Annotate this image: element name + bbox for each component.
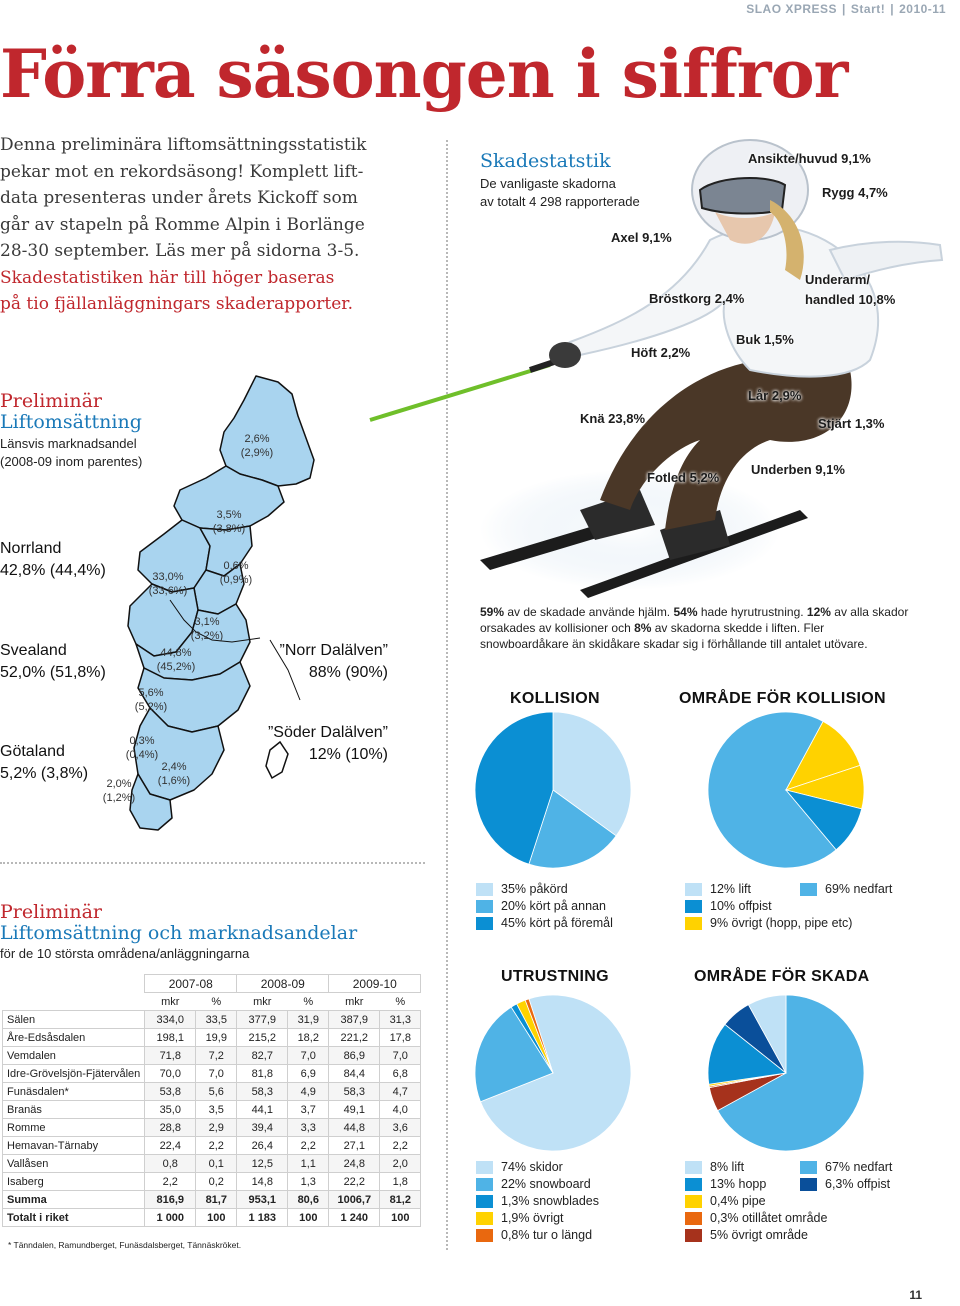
river-norr-dalalven: ”Norr Dalälven” 88% (90%) [279, 642, 388, 681]
unit-header: mkr [161, 995, 180, 1008]
table-cell: 82,7 [237, 1047, 288, 1065]
county-value: 5,6% (5,2%) [134, 687, 168, 713]
table-cell-name: Branäs [3, 1101, 145, 1119]
table-cell: 4,0 [380, 1101, 421, 1119]
table-cell-name: Vemdalen [3, 1047, 145, 1065]
intro-line: pekar mot en rekordsäsong! Komplett lift- [0, 161, 364, 182]
legend-item: 67% nedfart [800, 1160, 892, 1174]
legend-item: 0,4% pipe [685, 1194, 827, 1208]
table-cell: 26,4 [237, 1137, 288, 1155]
legend-item: 9% övrigt (hopp, pipe etc) [685, 916, 852, 930]
table-cell: 1,1 [288, 1155, 329, 1173]
liftmap-title: Liftomsättning [0, 411, 142, 433]
table-cell-name: Åre-Edsåsdalen [3, 1029, 145, 1047]
table-cell: 81,8 [237, 1065, 288, 1083]
unit-header: % [303, 995, 314, 1008]
injury-label: Rygg 4,7% [822, 185, 888, 200]
pie-title-omrade-kollision: OMRÅDE FÖR KOLLISION [679, 690, 886, 707]
table-cell: 27,1 [329, 1137, 380, 1155]
table-cell: 100 [196, 1209, 237, 1227]
legend-item: 6,3% offpist [800, 1177, 892, 1191]
legend-item: 69% nedfart [800, 882, 892, 896]
legend-item: 1,3% snowblades [476, 1194, 599, 1208]
table-cell: 0,2 [196, 1173, 237, 1191]
county-value: 3,5% (3,8%) [212, 509, 246, 535]
county-value: 2,0% (1,2%) [102, 778, 136, 804]
table-title: Liftomsättning och marknadsandelar [0, 922, 358, 944]
table-cell: 6,9 [288, 1065, 329, 1083]
table-cell: 17,8 [380, 1029, 421, 1047]
table-cell: 14,8 [237, 1173, 288, 1191]
table-cell: 53,8 [145, 1083, 196, 1101]
table-cell: 44,8 [329, 1119, 380, 1137]
table-cell: 49,1 [329, 1101, 380, 1119]
table-cell: 24,8 [329, 1155, 380, 1173]
county-value: 3,1% (3,2%) [190, 616, 224, 642]
injury-label: Lår 2,9% [748, 388, 802, 403]
legend-item: 45% kört på föremål [476, 916, 613, 930]
table-cell: 2,2 [145, 1173, 196, 1191]
table-cell: 58,3 [237, 1083, 288, 1101]
table-cell: 81,7 [196, 1191, 237, 1209]
legend-item: 1,9% övrigt [476, 1211, 599, 1225]
legend-item: 74% skidor [476, 1160, 599, 1174]
table-cell: 81,2 [380, 1191, 421, 1209]
legend-item: 13% hopp [685, 1177, 827, 1191]
injury-subtitle: av totalt 4 298 rapporterade [480, 194, 640, 209]
table-cell: 2,2 [380, 1137, 421, 1155]
table-cell: 387,9 [329, 1011, 380, 1029]
county-value: 0,6% (0,9%) [219, 560, 253, 586]
river-soder-dalalven: ”Söder Dalälven” 12% (10%) [267, 724, 388, 763]
table-cell-name: Funäsdalen* [3, 1083, 145, 1101]
table-cell: 1006,7 [329, 1191, 380, 1209]
liftmap-subtitle: Länsvis marknadsandel [0, 436, 137, 451]
intro-line-red: Skadestatistiken här till höger baseras [0, 267, 335, 288]
issue-date: 2010-11 [899, 2, 946, 16]
table-cell: 86,9 [329, 1047, 380, 1065]
table-cell: 12,5 [237, 1155, 288, 1173]
table-cell: 334,0 [145, 1011, 196, 1029]
table-cell: 19,9 [196, 1029, 237, 1047]
region-gotaland: Götaland 5,2% (3,8%) [0, 743, 89, 782]
injury-label: handled 10,8% [805, 292, 896, 307]
table-cell-name: Totalt i riket [3, 1209, 145, 1227]
summary-text-part: av alla skador orsakades av kollisioner och [480, 605, 909, 635]
table-cell: 221,2 [329, 1029, 380, 1047]
table-cell-name: Hemavan-Tärnaby [3, 1137, 145, 1155]
county-value: 2,4% (1,6%) [157, 761, 191, 787]
magazine-name: SLAO XPRESS [746, 2, 838, 16]
region-norrland: Norrland 42,8% (44,4%) [0, 540, 106, 579]
liftmap-title: Preliminär [0, 390, 103, 412]
table-cell: 198,1 [145, 1029, 196, 1047]
unit-header: % [211, 995, 222, 1008]
table-subtitle: för de 10 största områdena/anläggningarna [0, 946, 250, 961]
legend-omrade-kollision-2 [800, 882, 892, 896]
summary-text-part: av de skadade använde hjälm. [504, 605, 674, 619]
table-cell: 377,9 [237, 1011, 288, 1029]
pie-title-kollision: KOLLISION [510, 690, 600, 707]
table-cell-name: Romme [3, 1119, 145, 1137]
year-header: 2009-10 [329, 975, 421, 993]
injury-label: Höft 2,2% [631, 345, 691, 360]
intro-line: data presenteras under årets Kickoff som [0, 188, 358, 208]
table-cell: 71,8 [145, 1047, 196, 1065]
year-header: 2008-09 [237, 975, 329, 993]
table-cell: 5,6 [196, 1083, 237, 1101]
legend-omrade-skada-2 [800, 1160, 892, 1191]
intro-line-red: på tio fjällanläggningars skaderapporter. [0, 294, 353, 314]
table-cell: 816,9 [145, 1191, 196, 1209]
table-cell: 7,0 [380, 1047, 421, 1065]
legend-item: 8% lift [685, 1160, 827, 1174]
table-cell-name: Isaberg [3, 1173, 145, 1191]
table-cell-name: Idre-Grövelsjön-Fjätervålen [3, 1065, 145, 1083]
injury-label: Stjärt 1,3% [818, 416, 885, 431]
table-cell: 4,9 [288, 1083, 329, 1101]
pie-title-omrade-skada: OMRÅDE FÖR SKADA [694, 968, 870, 985]
table-cell: 6,8 [380, 1065, 421, 1083]
issue-name: Start! [850, 2, 886, 16]
injury-label: Underarm/ [805, 272, 871, 287]
injury-label: Underben 9,1% [751, 462, 845, 477]
table-cell: 0,8 [145, 1155, 196, 1173]
table-cell: 7,2 [196, 1047, 237, 1065]
table-cell: 2,9 [196, 1119, 237, 1137]
legend-kollision [476, 882, 613, 930]
table-cell: 22,4 [145, 1137, 196, 1155]
injury-label: Axel 9,1% [611, 230, 672, 245]
table-cell: 44,1 [237, 1101, 288, 1119]
table-cell: 1,3 [288, 1173, 329, 1191]
table-cell: 3,6 [380, 1119, 421, 1137]
summary-text-part: 54% [673, 605, 698, 619]
table-cell: 39,4 [237, 1119, 288, 1137]
unit-header: mkr [253, 995, 272, 1008]
summary-text-part: av skadorna skedde i liften. Fler snowboardåkare än skidåkare skadar sig i förhållande till antalet utövare. [480, 621, 868, 651]
injury-label: Fotled 5,2% [647, 470, 720, 485]
table-cell: 3,3 [288, 1119, 329, 1137]
table-cell: 31,9 [288, 1011, 329, 1029]
table-title: Preliminär [0, 901, 103, 923]
page-title: Förra säsongen i siffror [0, 35, 848, 113]
injury-subtitle: De vanligaste skadorna [480, 176, 616, 191]
legend-item: 0,8% tur o längd [476, 1228, 599, 1242]
table-cell: 2,0 [380, 1155, 421, 1173]
legend-item: 12% lift [685, 882, 852, 896]
summary-text-part: 12% [806, 605, 831, 619]
table-cell: 100 [288, 1209, 329, 1227]
table-cell: 1 240 [329, 1209, 380, 1227]
table-cell: 31,3 [380, 1011, 421, 1029]
unit-header: % [395, 995, 406, 1008]
county-value: 0,3% (0,4%) [125, 735, 159, 761]
table-cell-name: Sälen [3, 1011, 145, 1029]
table-footnote: * Tänndalen, Ramundberget, Funäsdalsberget, Tännäskröket. [8, 1240, 242, 1250]
injury-label: Buk 1,5% [736, 332, 794, 347]
table-cell: 2,2 [196, 1137, 237, 1155]
table-cell: 953,1 [237, 1191, 288, 1209]
intro-line: Denna preliminära liftomsättningsstatistik [0, 135, 367, 155]
county-value: 33,0% (33,6%) [148, 571, 188, 597]
table-cell: 84,4 [329, 1065, 380, 1083]
table-cell: 58,3 [329, 1083, 380, 1101]
table-cell: 4,7 [380, 1083, 421, 1101]
year-header: 2007-08 [145, 975, 237, 993]
region-svealand: Svealand 52,0% (51,8%) [0, 642, 106, 681]
legend-item: 20% kört på annan [476, 899, 613, 913]
table-cell: 1,8 [380, 1173, 421, 1191]
table-cell: 70,0 [145, 1065, 196, 1083]
table-cell: 7,0 [196, 1065, 237, 1083]
injury-label: Bröstkorg 2,4% [649, 291, 745, 306]
table-cell: 1 000 [145, 1209, 196, 1227]
table-cell: 80,6 [288, 1191, 329, 1209]
legend-item: 0,3% otillåtet område [685, 1211, 827, 1225]
intro-line: går av stapeln på Romme Alpin i Borlänge [0, 214, 365, 235]
table-cell: 22,2 [329, 1173, 380, 1191]
legend-item: 5% övrigt område [685, 1228, 827, 1242]
summary-text-part: hade hyrutrustning. [697, 605, 807, 619]
table-cell: 18,2 [288, 1029, 329, 1047]
summary-text-part: 8% [634, 621, 652, 635]
table-cell: 3,5 [196, 1101, 237, 1119]
table-cell-name: Vallåsen [3, 1155, 145, 1173]
table-cell: 1 183 [237, 1209, 288, 1227]
table-cell-name: Summa [3, 1191, 145, 1209]
legend-item: 10% offpist [685, 899, 852, 913]
legend-item: 35% påkörd [476, 882, 613, 896]
intro-line: 28-30 september. Läs mer på sidorna 3-5. [0, 241, 360, 261]
county-value: 2,6% (2,9%) [240, 433, 274, 459]
header-meta: SLAO XPRESS | Start! | 2010-11 [746, 2, 946, 16]
unit-header: mkr [345, 995, 364, 1008]
injury-label: Ansikte/huvud 9,1% [748, 151, 871, 166]
table-cell: 100 [380, 1209, 421, 1227]
table-cell: 215,2 [237, 1029, 288, 1047]
injury-title: Skadestatstik [480, 150, 611, 172]
county-value: 44,8% (45,2%) [156, 647, 196, 673]
legend-item: 22% snowboard [476, 1177, 599, 1191]
table-cell: 7,0 [288, 1047, 329, 1065]
table-cell: 2,2 [288, 1137, 329, 1155]
legend-utrustning [476, 1160, 599, 1242]
liftmap-subtitle: (2008-09 inom parentes) [0, 454, 143, 469]
table-cell: 33,5 [196, 1011, 237, 1029]
summary-text-part: 59% [480, 605, 505, 619]
table-cell: 3,7 [288, 1101, 329, 1119]
table-cell: 28,8 [145, 1119, 196, 1137]
table-cell: 0,1 [196, 1155, 237, 1173]
page-number: 11 [909, 1288, 922, 1302]
pie-title-utrustning: UTRUSTNING [501, 968, 609, 985]
injury-label: Knä 23,8% [580, 411, 646, 426]
table-cell: 35,0 [145, 1101, 196, 1119]
